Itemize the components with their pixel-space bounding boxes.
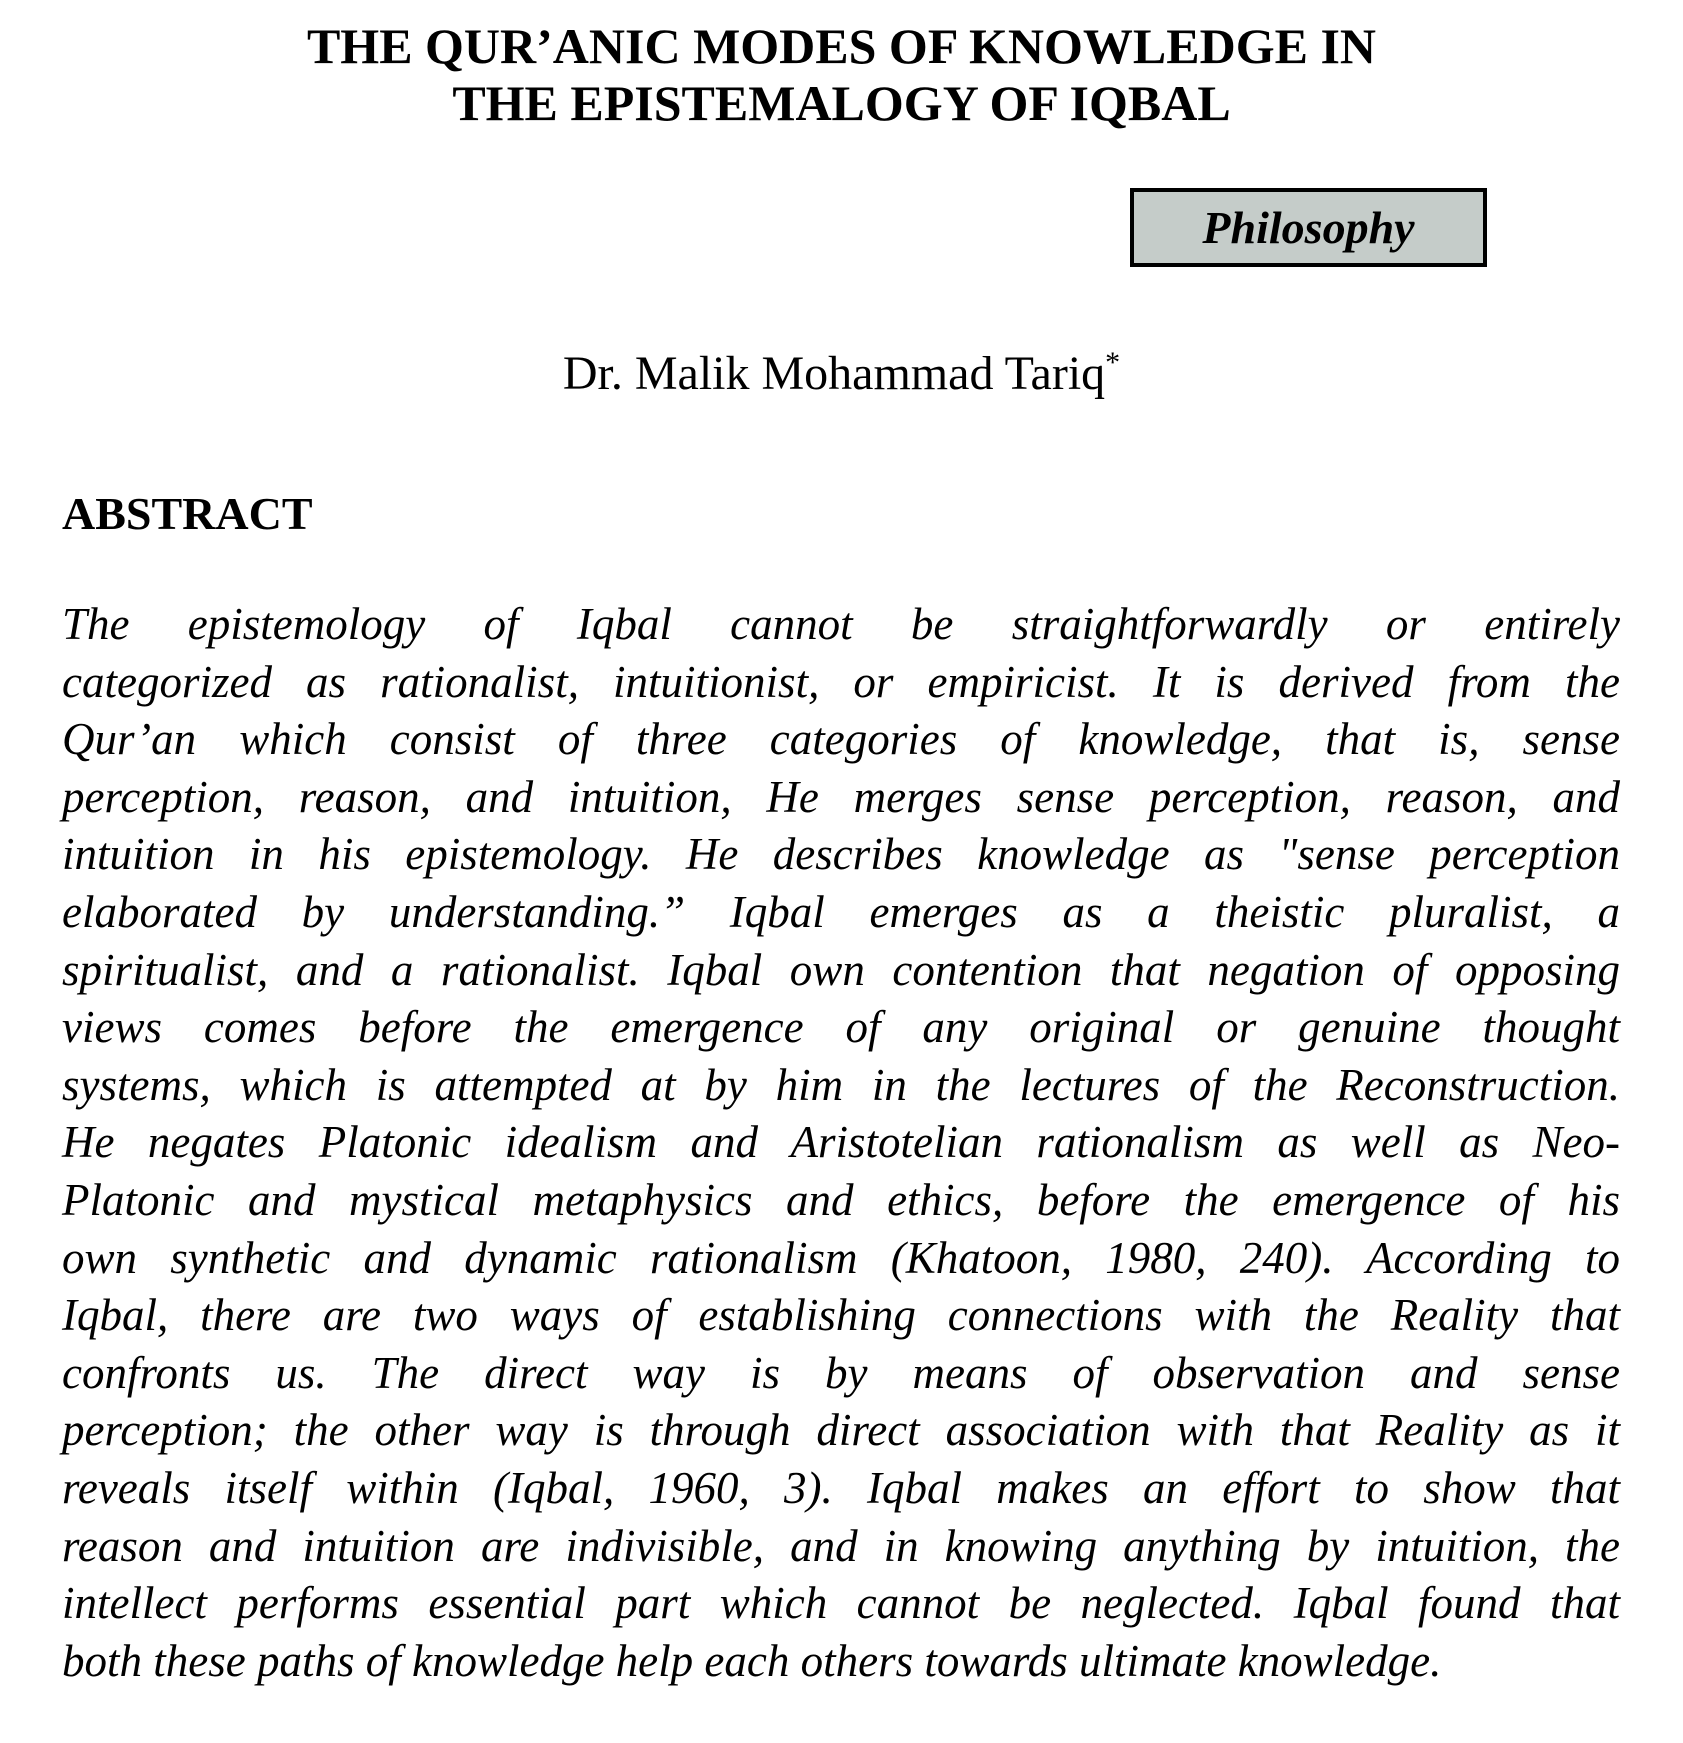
paper-title-line-1: THE QUR’ANIC MODES OF KNOWLEDGE IN	[306, 18, 1377, 74]
abstract-line: The epistemology of Iqbal cannot be straightforwardly or entirely	[62, 599, 1620, 649]
author-footnote-marker: *	[1105, 346, 1121, 379]
abstract-body	[62, 596, 1620, 1690]
category-box	[1130, 188, 1487, 267]
abstract-heading: ABSTRACT	[62, 488, 313, 539]
abstract-line: Platonic and mystical metaphysics and ethics, before the emergence of his	[62, 1174, 1620, 1225]
abstract-line: Qur’an which consist of three categories of knowledge, that is, sense	[62, 714, 1620, 765]
category-label: Philosophy	[1202, 202, 1415, 253]
author-line	[0, 344, 1683, 404]
abstract-line: perception, reason, and intuition, He merges sense perception, reason, and	[62, 771, 1620, 822]
abstract-line: confronts us. The direct way is by means of observation and sense	[62, 1347, 1620, 1398]
abstract-line: own synthetic and dynamic rationalism (Khatoon, 1980, 240). According to	[62, 1232, 1620, 1283]
abstract-line: intellect performs essential part which cannot be neglected. Iqbal found that	[62, 1578, 1620, 1629]
abstract-line: categorized as rationalist, intuitionist, or empiricist. It is derived from the	[62, 656, 1620, 707]
abstract-line: elaborated by understanding.” Iqbal emerges as a theistic pluralist, a	[62, 886, 1620, 937]
abstract-line: intuition in his epistemology. He describes knowledge as "sense perception	[62, 829, 1620, 880]
abstract-line: spiritualist, and a rationalist. Iqbal own contention that negation of opposing	[62, 944, 1620, 995]
abstract-line: reason and intuition are indivisible, and in knowing anything by intuition, the	[62, 1520, 1620, 1571]
abstract-line: perception; the other way is through direct association with that Reality as it	[62, 1405, 1620, 1456]
abstract-line: views comes before the emergence of any original or genuine thought	[62, 1002, 1620, 1053]
abstract-line: He negates Platonic idealism and Aristotelian rationalism as well as Neo-	[62, 1117, 1620, 1168]
paper-title	[0, 18, 1683, 132]
paper-title-line-2: THE EPISTEMALOGY OF IQBAL	[452, 75, 1231, 131]
abstract-line: systems, which is attempted at by him in the lectures of the Reconstruction.	[62, 1059, 1620, 1110]
abstract-line: both these paths of knowledge help each others towards ultimate knowledge.	[62, 1635, 1442, 1686]
author-name: Dr. Malik Mohammad Tariq	[562, 347, 1106, 400]
abstract-line: reveals itself within (Iqbal, 1960, 3). Iqbal makes an effort to show that	[62, 1462, 1620, 1513]
abstract-line: Iqbal, there are two ways of establishing connections with the Reality that	[62, 1290, 1620, 1341]
